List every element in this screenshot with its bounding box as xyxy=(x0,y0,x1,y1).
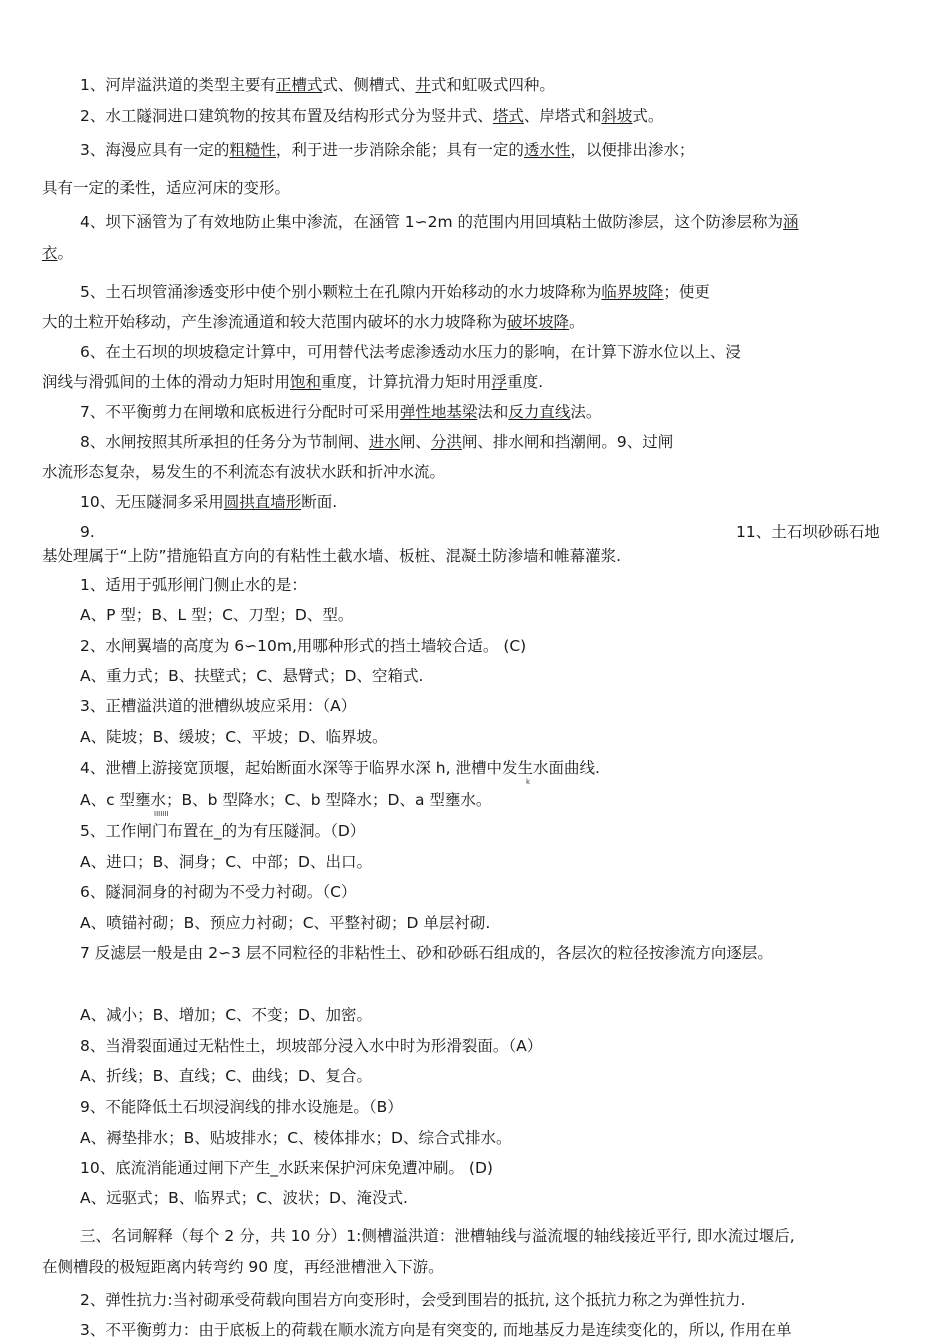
fill-in-line xyxy=(42,462,445,482)
choice-question: 6、隧洞洞身的衬砌为不受力衬砌。（C） xyxy=(80,883,357,901)
fill-in-text: 重度. xyxy=(507,373,543,391)
fill-in-line xyxy=(80,106,663,126)
fill-in-text: 5、土石坝管涌渗透变形中使个别小颗粒土在孔隙内开始移动的水力坡降称为 xyxy=(80,283,602,301)
choice-options: A、减小；B、增加；C、不变；D、加密。 xyxy=(80,1006,372,1024)
fill-in-text: 法。 xyxy=(570,403,602,421)
choice-options: A、远驱式；B、临界式；C、波状；D、淹没式. xyxy=(80,1189,408,1207)
fill-in-text: 11、土石坝砂砾石地 xyxy=(736,523,880,541)
fill-in-answer: 衣 xyxy=(42,244,58,262)
fill-in-text: 重度，计算抗滑力矩时用 xyxy=(321,373,492,391)
choice-question: 4、泄槽上游接宽顶堰，起始断面水深等于临界水深 h, 泄槽中发生水面曲线. xyxy=(80,759,600,777)
fill-in-answer: 浮 xyxy=(491,373,508,391)
definition-line: 2、弹性抗力:当衬砌承受荷载向围岩方向变形时，会受到围岩的抵抗, 这个抵抗力称之为弹性抗力. xyxy=(80,1291,746,1309)
fill-in-answer: 塔式 xyxy=(492,107,524,125)
fill-in-text: 、岸塔式和 xyxy=(523,107,602,125)
subscript-mark: k xyxy=(526,778,531,786)
fill-in-line xyxy=(42,178,290,198)
choice-options: A、陡坡；B、缓坡；C、平坡；D、临界坡。 xyxy=(80,728,388,746)
definition-line: 3、不平衡剪力：由于底板上的荷载在顺水流方向是有突变的, 而地基反力是连续变化的，所以, 作用在单 xyxy=(80,1321,792,1339)
fill-in-text: 9. xyxy=(80,523,95,541)
choice-question: 10、底流消能通过闸下产生_水跃来保护河床免遭冲刷。 (D) xyxy=(80,1159,493,1177)
fill-in-line xyxy=(80,75,555,95)
fill-in-text: 6、在土石坝的坝坡稳定计算中，可用替代法考虑渗透动水压力的影响，在计算下游水位以上、浸 xyxy=(80,343,741,361)
fill-in-answer: 临界坡降 xyxy=(601,283,664,301)
fill-in-line xyxy=(42,372,543,392)
choice-question: 1、适用于弧形闸门侧止水的是： xyxy=(80,576,307,594)
fill-in-line xyxy=(80,282,710,302)
fill-in-answer: 破坏坡降 xyxy=(507,313,570,331)
fill-in-answer: 井 xyxy=(415,76,431,94)
choice-question: 2、水闸翼墙的高度为 6∽10m,用哪种形式的挡土墙较合适。 (C) xyxy=(80,637,527,655)
fill-in-line xyxy=(736,522,880,542)
fill-in-text: 1、河岸溢洪道的类型主要有 xyxy=(80,76,276,94)
fill-in-text: 2、水工隧洞进口建筑物的按其布置及结构形式分为竖井式、 xyxy=(80,107,493,125)
fill-in-text: ，利于进一步消除余能；具有一定的 xyxy=(275,141,524,159)
choice-options: A、进口；B、洞身；C、中部；D、出口。 xyxy=(80,853,372,871)
fill-in-answer: 圆拱直墙形 xyxy=(223,493,302,511)
fill-in-text: 式。 xyxy=(632,107,664,125)
choice-options: A、c 型壅水；B、b 型降水；C、b 型降水；D、a 型壅水。 xyxy=(80,791,492,809)
fill-in-text: 。 xyxy=(57,244,74,262)
fill-in-text: ；使更 xyxy=(663,283,710,301)
fill-in-answer: 弹性地基梁 xyxy=(399,403,478,421)
fill-in-text: 闸、排水闸和挡潮闸。9、过闸 xyxy=(461,433,674,451)
fill-in-text: 式、侧槽式、 xyxy=(322,76,416,94)
fill-in-answer: 反力直线 xyxy=(508,403,571,421)
fill-in-text: 水流形态复杂，易发生的不利流态有波状水跃和折冲水流。 xyxy=(42,463,446,481)
fill-in-text: 法和 xyxy=(477,403,509,421)
fill-in-line xyxy=(42,243,73,263)
fill-in-answer: 涵 xyxy=(783,213,799,231)
fill-in-answer: 粗糙性 xyxy=(229,141,276,159)
fill-in-text: 断面. xyxy=(301,493,338,511)
fill-in-text: 大的土粒开始移动，产生渗流通道和较大范围内破坏的水力坡降称为 xyxy=(42,313,508,331)
fill-in-line xyxy=(80,342,741,362)
fill-in-answer: 正槽式 xyxy=(275,76,323,94)
definition-line: 三、名词解释（每个 2 分，共 10 分）1:侧槽溢洪道：泄槽轴线与溢流堰的轴线接近平行, 即水流过堰后, xyxy=(80,1227,795,1245)
fill-in-line xyxy=(80,140,694,160)
choice-question: 7 反滤层一般是由 2∽3 层不同粒径的非粘性土、砂和砂砾石组成的，各层次的粒径按渗流方向逐层。 xyxy=(80,944,773,962)
choice-options: A、褥垫排水；B、贴坡排水；C、棱体排水；D、综合式排水。 xyxy=(80,1129,512,1147)
fill-in-answer: 透水性 xyxy=(523,141,571,159)
fill-in-line xyxy=(42,312,585,332)
fill-in-text: 。 xyxy=(569,313,585,331)
choice-question: 8、当滑裂面通过无粘性土，坝坡部分浸入水中时为形滑裂面。（A） xyxy=(80,1037,543,1055)
fill-in-line xyxy=(80,522,95,542)
choice-options: A、折线；B、直线；C、曲线；D、复合。 xyxy=(80,1067,372,1085)
fill-in-text: 具有一定的柔性，适应河床的变形。 xyxy=(42,179,291,197)
fill-in-text: 式和虹吸式四种。 xyxy=(430,76,555,94)
fill-in-text: ，以便排出渗水； xyxy=(570,141,695,159)
choice-options: A、重力式；B、扶壁式；C、悬臂式；D、空箱式. xyxy=(80,667,424,685)
fill-in-text: 基处理属于“上防”措施铅直方向的有粘性土截水墙、板桩、混凝土防渗墙和帷幕灌浆. xyxy=(42,547,621,565)
fill-in-text: 7、不平衡剪力在闸墩和底板进行分配时可采用 xyxy=(80,403,400,421)
definition-line: 在侧槽段的极短距离内转弯约 90 度，再经泄槽泄入下游。 xyxy=(42,1258,444,1276)
choice-question: 9、不能降低土石坝浸润线的排水设施是。（B） xyxy=(80,1098,403,1116)
fill-in-line xyxy=(80,432,673,452)
choice-options: A、P 型；B、L 型；C、刀型；D、型。 xyxy=(80,606,354,624)
fill-in-answer: 分洪 xyxy=(430,433,462,451)
fill-in-text: 润线与滑弧间的土体的滑动力矩时用 xyxy=(42,373,291,391)
fill-in-answer: 进水 xyxy=(368,433,400,451)
choice-question: 3、正槽溢洪道的泄槽纵坡应采用：（A） xyxy=(80,697,357,715)
fill-in-text: 8、水闸按照其所承担的任务分为节制闸、 xyxy=(80,433,369,451)
fill-in-text: 10、无压隧洞多采用 xyxy=(80,493,224,511)
fill-in-line xyxy=(80,492,337,512)
fill-in-text: 4、坝下涵管为了有效地防止集中渗流，在涵管 1∽2m 的范围内用回填粘土做防渗层，这个防渗层称为 xyxy=(80,213,784,231)
fill-in-line xyxy=(80,402,601,422)
fill-in-text: 闸、 xyxy=(399,433,431,451)
tick-mark: IIIIIII xyxy=(154,810,169,818)
fill-in-text: 3、海漫应具有一定的 xyxy=(80,141,230,159)
choice-options: A、喷锚衬砌；B、预应力衬砌；C、平整衬砌；D 单层衬砌. xyxy=(80,914,491,932)
fill-in-line xyxy=(42,546,621,566)
fill-in-answer: 饱和 xyxy=(290,373,322,391)
choice-question: 5、工作闸门布置在_的为有压隧洞。（D） xyxy=(80,822,366,840)
fill-in-answer: 斜坡 xyxy=(601,107,633,125)
fill-in-line xyxy=(80,212,799,232)
